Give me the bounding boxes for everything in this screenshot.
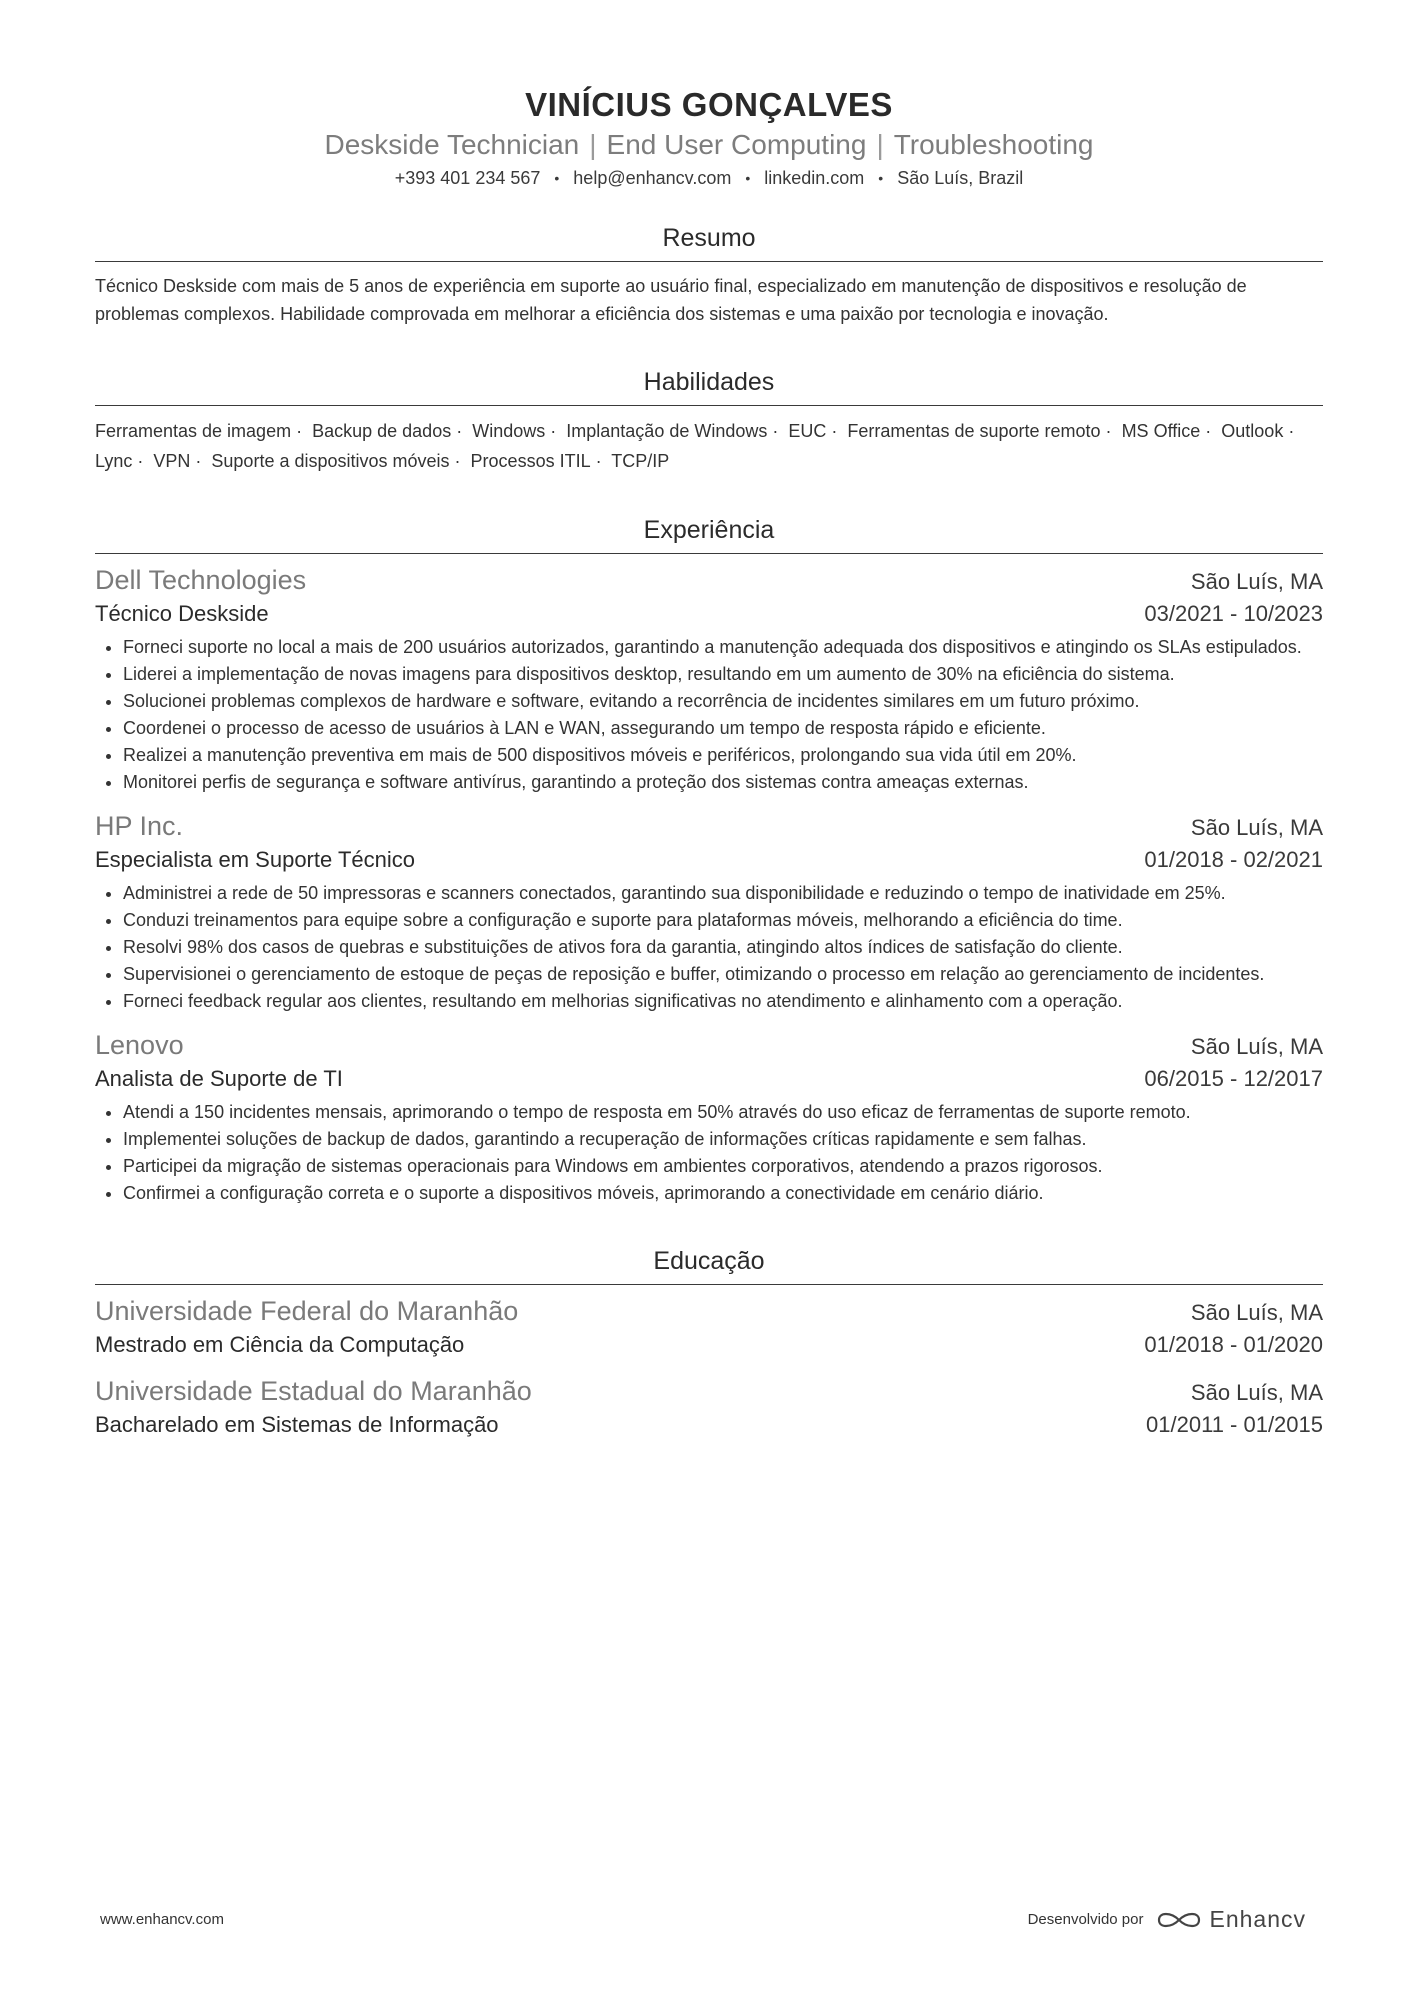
title-part: End User Computing [606,129,867,160]
skill-separator: · [1288,421,1295,441]
skill-separator: · [456,421,463,441]
education-header-row [95,1373,1323,1409]
candidate-title [95,128,1323,162]
skill-separator: · [1205,421,1212,441]
bullet-item: • Liderei a implementação de novas imagens para dispositivos desktop, resultando em um aumento de 30% na eficiência do sistema. [123,661,1323,688]
education-dates: 01/2018 - 01/2020 [1144,1332,1323,1357]
skill-separator: · [454,451,461,471]
company-name: Dell Technologies [95,565,307,595]
section-heading: Resumo [95,222,1323,262]
job-location: São Luís, MA [1190,569,1323,594]
skill-separator: · [550,421,557,441]
skill-item: VPN [153,451,191,471]
job-entry [95,808,1323,1015]
contact-email[interactable]: help@enhancv.com [573,168,732,188]
bullet-item: • Resolvi 98% dos casos de quebras e substituições de ativos fora da garantia, atingindo altos índices de satisfação do cliente. [123,934,1323,961]
education-entry [95,1373,1323,1441]
section-heading: Experiência [95,514,1323,554]
school-name: Universidade Federal do Maranhão [95,1296,519,1326]
job-dates: 01/2018 - 02/2021 [1144,847,1323,872]
bullet-item: • Solucionei problemas complexos de hardware e software, evitando a recorrência de incidentes similares em um futuro próximo. [123,688,1323,715]
education-degree-row [95,1329,1323,1361]
skill-separator: · [772,421,779,441]
school-location: São Luís, MA [1190,1380,1323,1405]
contact-location: São Luís, Brazil [897,168,1024,188]
bullet-item: • Supervisionei o gerenciamento de estoque de peças de reposição e buffer, otimizando o processo em relação ao gerenciamento de incidentes. [123,961,1323,988]
company-name: Lenovo [95,1030,184,1060]
summary-text: Técnico Deskside com mais de 5 anos de experiência em suporte ao usuário final, especializado em manutenção de dispositivos e resolução de problemas complexos. Habilidade comprovada em melhorar a eficiência dos sistemas e uma paixão por tecnologia e inovação. [95,276,1247,324]
contact-separator: • [878,170,884,186]
skills-section [95,366,1323,476]
footer-website[interactable]: www.enhancv.com [100,1911,224,1928]
enhancv-logo-icon [1155,1908,1203,1932]
skill-item: MS Office [1121,421,1201,441]
title-separator: | [589,129,597,160]
skill-item: Ferramentas de imagem [95,421,292,441]
section-heading: Educação [95,1245,1323,1285]
skill-separator: · [195,451,202,471]
bullet-item: • Participei da migração de sistemas operacionais para Windows em ambientes corporativos, atendendo a prazos rigorosos. [123,1153,1323,1180]
job-location: São Luís, MA [1190,815,1323,840]
skill-item: Outlook [1221,421,1284,441]
contact-phone: +393 401 234 567 [394,168,541,188]
education-degree-row [95,1409,1323,1441]
job-entry [95,1027,1323,1207]
footer-brand [1028,1906,1306,1933]
job-role: Analista de Suporte de TI [95,1066,343,1091]
skill-item: Lync [95,451,133,471]
company-name: HP Inc. [95,811,184,841]
job-dates: 03/2021 - 10/2023 [1144,601,1323,626]
skills-list [95,416,1323,476]
skill-item: Suporte a dispositivos móveis [211,451,450,471]
degree-name: Mestrado em Ciência da Computação [95,1332,465,1357]
job-bullets [95,880,1323,1015]
resume-page [95,84,1323,1441]
contact-separator: • [745,170,751,186]
bullet-item: • Forneci feedback regular aos clientes, resultando em melhorias significativas no atendimento e alinhamento com a operação. [123,988,1323,1015]
job-header-row [95,808,1323,844]
bullet-item: • Realizei a manutenção preventiva em mais de 500 dispositivos móveis e periféricos, prolongando sua vida útil em 20%. [123,742,1323,769]
bullet-item: • Atendi a 150 incidentes mensais, aprimorando o tempo de resposta em 50% através do uso eficaz de ferramentas de suporte remoto. [123,1099,1323,1126]
skill-separator: · [831,421,838,441]
title-part: Deskside Technician [324,129,580,160]
contact-separator: • [554,170,560,186]
skill-item: EUC [788,421,827,441]
degree-name: Bacharelado em Sistemas de Informação [95,1412,499,1437]
job-bullets [95,1099,1323,1207]
title-part: Troubleshooting [893,129,1094,160]
skill-separator: · [595,451,602,471]
bullet-item: • Monitorei perfis de segurança e software antivírus, garantindo a proteção dos sistemas contra ameaças externas. [123,769,1323,796]
skill-separator: · [1105,421,1112,441]
skill-item: Processos ITIL [470,451,591,471]
jobs-list [95,562,1323,1207]
school-name: Universidade Estadual do Maranhão [95,1376,532,1406]
summary-section [95,222,1323,328]
job-entry [95,562,1323,796]
job-role-row [95,598,1323,630]
bullet-item: • Coordenei o processo de acesso de usuários à LAN e WAN, assegurando um tempo de resposta rápido e eficiente. [123,715,1323,742]
bullet-item: • Conduzi treinamentos para equipe sobre a configuração e suporte para plataformas móveis, melhorando a eficiência do time. [123,907,1323,934]
experience-section [95,514,1323,1207]
title-separator: | [876,129,884,160]
education-list [95,1293,1323,1441]
education-header-row [95,1293,1323,1329]
job-role: Técnico Deskside [95,601,269,626]
contact-linkedin[interactable]: linkedin.com [764,168,865,188]
job-role-row [95,844,1323,876]
education-section [95,1245,1323,1441]
school-location: São Luís, MA [1190,1300,1323,1325]
candidate-name: VINÍCIUS GONÇALVES [525,86,893,123]
education-dates: 01/2011 - 01/2015 [1146,1412,1323,1437]
skill-item: Implantação de Windows [566,421,768,441]
skill-item: Backup de dados [312,421,452,441]
skill-item: TCP/IP [611,451,670,471]
job-role-row [95,1063,1323,1095]
education-entry [95,1293,1323,1361]
skill-item: Windows [472,421,546,441]
bullet-item: • Implementei soluções de backup de dados, garantindo a recuperação de informações críticas rapidamente e sem falhas. [123,1126,1323,1153]
powered-by-label: Desenvolvido por [1027,1911,1144,1928]
brand-name: Enhancv [1209,1906,1306,1932]
section-heading: Habilidades [95,366,1323,406]
page-footer [100,1906,1306,1933]
resume-header [95,84,1323,190]
job-role: Especialista em Suporte Técnico [95,847,415,872]
skill-separator: · [137,451,144,471]
job-header-row [95,1027,1323,1063]
job-bullets [95,634,1323,796]
bullet-item: • Confirmei a configuração correta e o suporte a dispositivos móveis, aprimorando a conectividade em cenário diário. [123,1180,1323,1207]
bullet-item: • Forneci suporte no local a mais de 200 usuários autorizados, garantindo a manutenção adequada dos dispositivos e atingindo os SLAs estipulados. [123,634,1323,661]
job-header-row [95,562,1323,598]
job-dates: 06/2015 - 12/2017 [1144,1066,1323,1091]
contact-line [95,166,1323,190]
skill-separator: · [296,421,303,441]
bullet-item: • Administrei a rede de 50 impressoras e scanners conectados, garantindo sua disponibilidade e reduzindo o tempo de inatividade em 25%. [123,880,1323,907]
job-location: São Luís, MA [1190,1034,1323,1059]
skill-item: Ferramentas de suporte remoto [847,421,1101,441]
